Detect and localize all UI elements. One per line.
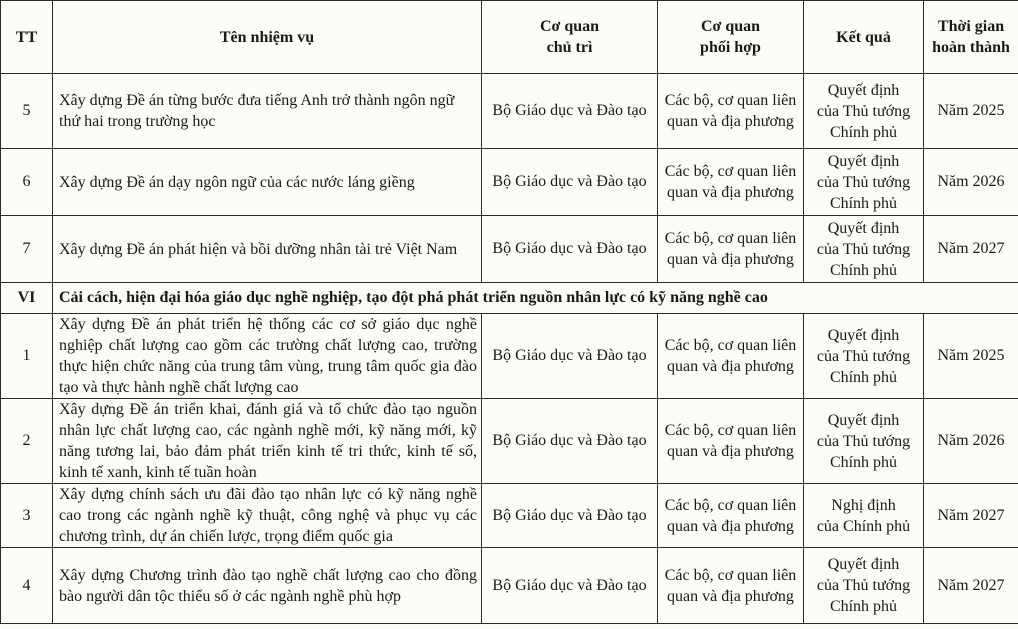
- task-name: Xây dựng Chương trình đào tạo nghề chất lượng cao cho đồng bào người dân tộc thiểu số ở các ngành nghề phù hợp: [53, 548, 482, 624]
- task-name: Xây dựng Đề án dạy ngôn ngữ của các nước láng giềng: [53, 149, 482, 216]
- result: Quyết định của Thủ tướng Chính phủ: [804, 74, 924, 149]
- table-row: [1, 399, 1018, 484]
- result: Quyết định của Thủ tướng Chính phủ: [804, 314, 924, 399]
- header-result: Kết quả: [804, 1, 924, 74]
- partner-agency: Các bộ, cơ quan liên quan và địa phương: [658, 74, 804, 149]
- result: Quyết định của Thủ tướng Chính phủ: [804, 149, 924, 216]
- result: Quyết định của Thủ tướng Chính phủ: [804, 216, 924, 283]
- lead-agency: Bộ Giáo dục và Đào tạo: [482, 314, 658, 399]
- table-row: [1, 74, 1018, 149]
- completion-time: Năm 2025: [924, 314, 1018, 399]
- row-number: 6: [1, 149, 53, 216]
- lead-agency: Bộ Giáo dục và Đào tạo: [482, 484, 658, 548]
- header-partner-agency: Cơ quan phối hợp: [658, 1, 804, 74]
- lead-agency: Bộ Giáo dục và Đào tạo: [482, 74, 658, 149]
- row-number: 1: [1, 314, 53, 399]
- row-number: 3: [1, 484, 53, 548]
- task-name: Xây dựng Đề án phát hiện và bồi dưỡng nhân tài trẻ Việt Nam: [53, 216, 482, 283]
- table-row: [1, 548, 1018, 624]
- lead-agency: Bộ Giáo dục và Đào tạo: [482, 548, 658, 624]
- completion-time: Năm 2027: [924, 216, 1018, 283]
- completion-time: Năm 2025: [924, 74, 1018, 149]
- table-row: [1, 314, 1018, 399]
- completion-time: Năm 2027: [924, 484, 1018, 548]
- partner-agency: Các bộ, cơ quan liên quan và địa phương: [658, 399, 804, 484]
- result: Quyết định của Thủ tướng Chính phủ: [804, 548, 924, 624]
- result: Nghị định của Chính phủ: [804, 484, 924, 548]
- table-row: [1, 216, 1018, 283]
- row-number: 7: [1, 216, 53, 283]
- header-row: [1, 1, 1018, 74]
- row-number: 5: [1, 74, 53, 149]
- lead-agency: Bộ Giáo dục và Đào tạo: [482, 399, 658, 484]
- header-completion-time: Thời gian hoàn thành: [924, 1, 1018, 74]
- partner-agency: Các bộ, cơ quan liên quan và địa phương: [658, 216, 804, 283]
- task-name: Xây dựng Đề án phát triển hệ thống các cơ sở giáo dục nghề nghiệp chất lượng cao gồm các trường chất lượng cao, trường thực hiện chức năng của trung tâm vùng, trung tâm quốc gia đào tạo và thực hành nghề chất lượng cao: [53, 314, 482, 399]
- row-number: 2: [1, 399, 53, 484]
- header-lead-agency: Cơ quan chủ trì: [482, 1, 658, 74]
- completion-time: Năm 2026: [924, 399, 1018, 484]
- completion-time: Năm 2027: [924, 548, 1018, 624]
- table-row: [1, 149, 1018, 216]
- header-task: Tên nhiệm vụ: [53, 1, 482, 74]
- task-name: Xây dựng Đề án từng bước đưa tiếng Anh trở thành ngôn ngữ thứ hai trong trường học: [53, 74, 482, 149]
- section-title: Cải cách, hiện đại hóa giáo dục nghề nghiệp, tạo đột phá phát triển nguồn nhân lực có kỹ năng nghề cao: [53, 283, 1018, 314]
- header-tt: TT: [1, 1, 53, 74]
- partner-agency: Các bộ, cơ quan liên quan và địa phương: [658, 484, 804, 548]
- partner-agency: Các bộ, cơ quan liên quan và địa phương: [658, 149, 804, 216]
- row-number: 4: [1, 548, 53, 624]
- lead-agency: Bộ Giáo dục và Đào tạo: [482, 216, 658, 283]
- partner-agency: Các bộ, cơ quan liên quan và địa phương: [658, 314, 804, 399]
- partner-agency: Các bộ, cơ quan liên quan và địa phương: [658, 548, 804, 624]
- table-row: [1, 484, 1018, 548]
- completion-time: Năm 2026: [924, 149, 1018, 216]
- task-name: Xây dựng chính sách ưu đãi đào tạo nhân lực có kỹ năng nghề cao trong các ngành nghề kỹ thuật, công nghệ và phục vụ các chương trình, dự án chiến lược, trọng điểm quốc gia: [53, 484, 482, 548]
- task-name: Xây dựng Đề án triển khai, đánh giá và tổ chức đào tạo nguồn nhân lực chất lượng cao, các ngành nghề mới, kỹ năng mới, kỹ năng tương lai, bảo đảm phát triển kinh tế tri thức, kinh tế số, kinh tế xanh, kinh tế tuần hoàn: [53, 399, 482, 484]
- lead-agency: Bộ Giáo dục và Đào tạo: [482, 149, 658, 216]
- result: Quyết định của Thủ tướng Chính phủ: [804, 399, 924, 484]
- section-row: [1, 283, 1018, 314]
- section-number: VI: [1, 283, 53, 314]
